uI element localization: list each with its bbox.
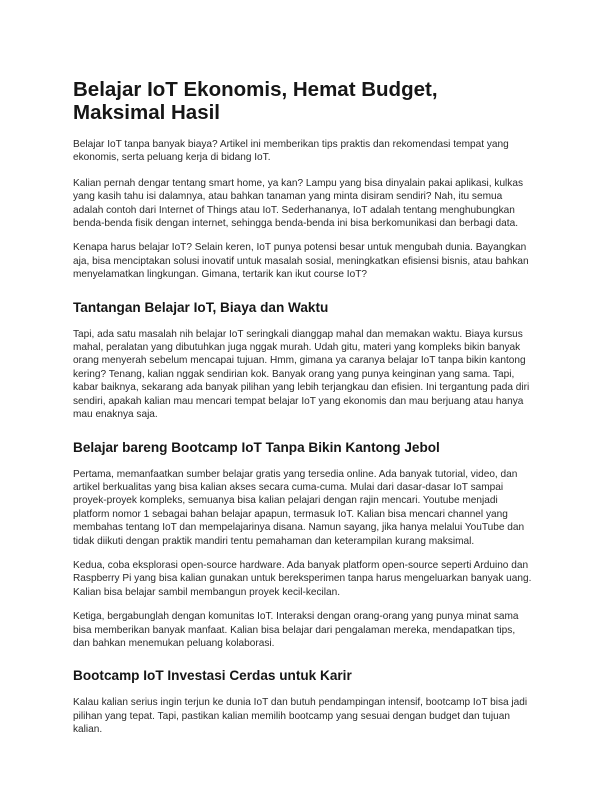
paragraph: Pertama, memanfaatkan sumber belajar gratis yang tersedia online. Ada banyak tutorial, video, dan artikel berkualitas yang bisa kalian akses secara cuma-cuma. Mulai dari dasar-dasar IoT sampai proyek-proyek kompleks, semuanya bisa kalian pelajari dengan rajin mencari. Youtube menjadi platform nomor 1 sebagai bahan belajar apapun, termasuk IoT. Kalian bisa mencari channel yang membahas tentang IoT dan mempelajarinya disana. Namun sayang, jika hanya melalui YouTube dan tidak diikuti dengan praktik mandiri tentu pemahaman dan keterampilan kurang maksimal. [73, 468, 525, 547]
section-heading: Bootcamp IoT Investasi Cerdas untuk Karir [73, 668, 352, 684]
section-heading: Tantangan Belajar IoT, Biaya dan Waktu [73, 299, 329, 315]
section-heading: Belajar bareng Bootcamp IoT Tanpa Bikin Kantong Jebol [73, 439, 440, 455]
paragraph: Kalian pernah dengar tentang smart home, ya kan? Lampu yang bisa dinyalain pakai aplikasi, kulkas yang kasih tahu isi dalamnya, atau bahkan tanaman yang minta disiram sendiri? Nah, itu semua adalah contoh dari Internet of Things atau IoT. Sederhananya, IoT adalah tentang menghubungkan benda-benda fisik dengan internet, sehingga benda-benda ini bisa berkomunikasi dan berbagi data. [73, 177, 524, 230]
paragraph: Tapi, ada satu masalah nih belajar IoT seringkali dianggap mahal dan memakan waktu. Biaya kursus mahal, peralatan yang dibutuhkan juga nggak murah. Udah gitu, materi yang kompleks bikin banyak orang menyerah sebelum mencapai tujuan. Hmm, gimana ya caranya belajar IoT tanpa bikin kantong kering? Tenang, kalian nggak sendirian kok. Banyak orang yang punya keinginan yang sama. Tapi, kabar baiknya, sekarang ada banyak pilihan yang lebih terjangkau dan efisien. Ini tergantung pada diri sendiri, apakah kalian mau mencari tempat belajar IoT yang ekonomis dan mau berjuang atau hanya mau enaknya saja. [73, 328, 530, 421]
paragraph: Kedua, coba eksplorasi open-source hardware. Ada banyak platform open-source seperti Arduino dan Raspberry Pi yang bisa kalian gunakan untuk bereksperimen tanpa harus mengeluarkan banyak uang. Kalian bisa belajar sambil membangun proyek kecil-kecilan. [73, 559, 532, 598]
paragraph: Ketiga, bergabunglah dengan komunitas IoT. Interaksi dengan orang-orang yang punya minat sama bisa memberikan banyak manfaat. Kalian bisa belajar dari pengalaman mereka, mendapatkan tips, dan bahkan menemukan peluang kolaborasi. [73, 611, 519, 649]
paragraph: Kalau kalian serius ingin terjun ke dunia IoT dan butuh pendampingan intensif, bootcamp IoT bisa jadi pilihan yang tepat. Tapi, pastikan kalian memilih bootcamp yang sesuai dengan budget dan tujuan kalian. [73, 697, 528, 736]
paragraph: Kenapa harus belajar IoT? Selain keren, IoT punya potensi besar untuk mengubah dunia. Bayangkan aja, bisa menciptakan solusi inovatif untuk masalah sosial, meningkatkan efisiensi bisnis, atau bahkan menyelamatkan lingkungan. Gimana, tertarik kan ikut course IoT? [73, 242, 529, 281]
article-intro: Belajar IoT tanpa banyak biaya? Artikel ini memberikan tips praktis dan rekomendasi tempat yang ekonomis, serta peluang kerja di bidang IoT. [73, 139, 509, 164]
article-title: Belajar IoT Ekonomis, Hemat Budget, Maksimal Hasil [73, 78, 438, 124]
